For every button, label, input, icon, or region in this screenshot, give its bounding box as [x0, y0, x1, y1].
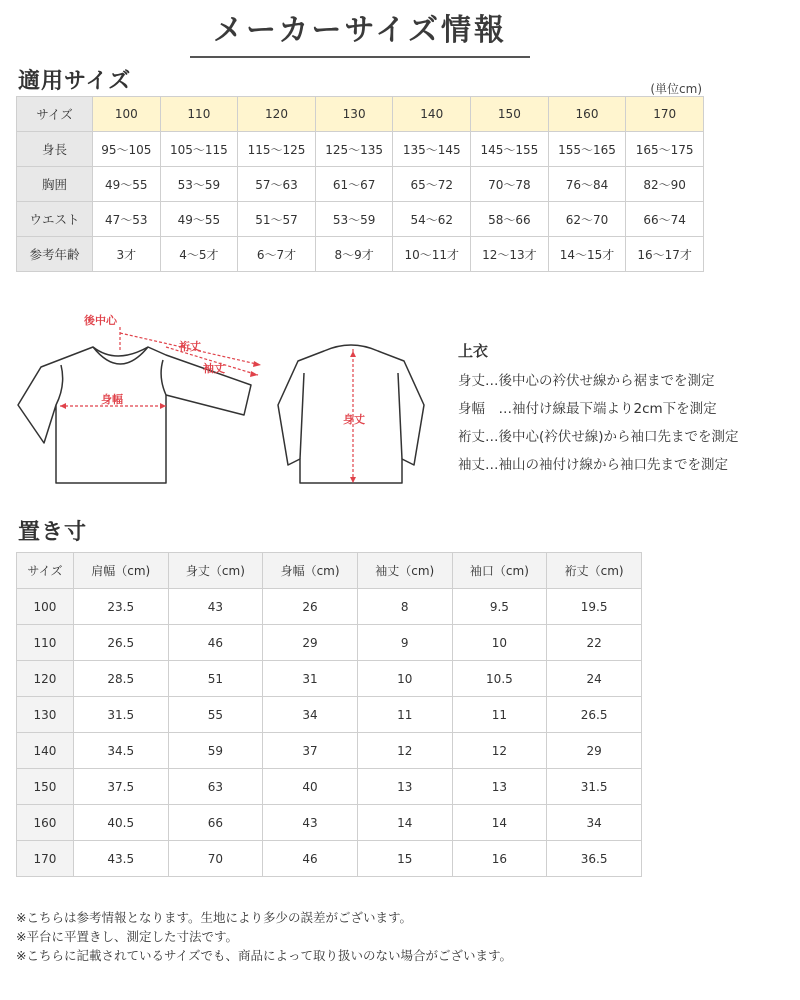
row-size-label: 110 [17, 625, 74, 661]
table-cell: 43 [263, 805, 358, 841]
table-cell: 16 [452, 841, 547, 877]
table-cell: 165〜175 [626, 132, 704, 167]
table-cell: 53〜59 [315, 202, 393, 237]
table-cell: 65〜72 [393, 167, 471, 202]
table-cell: 24 [547, 661, 642, 697]
table-cell: 115〜125 [238, 132, 316, 167]
measurement-info [458, 340, 788, 479]
column-header: 身幅（cm) [263, 553, 358, 589]
table-row [17, 167, 704, 202]
label-length: 身丈 [343, 413, 365, 426]
table-cell: 51 [168, 661, 263, 697]
table-cell: 12〜13才 [471, 237, 549, 272]
column-header: 裄丈（cm) [547, 553, 642, 589]
info-line-width: 身幅 …袖付け線最下端より2cm下を測定 [458, 401, 717, 417]
table-cell: 31.5 [73, 697, 168, 733]
fit-size-120: 120 [238, 97, 316, 132]
table-cell: 9.5 [452, 589, 547, 625]
table-cell: 10.5 [452, 661, 547, 697]
table-cell: 34 [263, 697, 358, 733]
table-row [17, 202, 704, 237]
table-cell: 49〜55 [160, 202, 238, 237]
table-cell: 13 [357, 769, 452, 805]
table-cell: 43.5 [73, 841, 168, 877]
note-3: ※こちらに記載されているサイズでも、商品によって取り扱いのない場合がございます。 [16, 948, 512, 963]
row-size-label: 160 [17, 805, 74, 841]
table-cell: 14〜15才 [548, 237, 626, 272]
table-cell: 95〜105 [93, 132, 161, 167]
table-cell: 66 [168, 805, 263, 841]
table-cell: 40.5 [73, 805, 168, 841]
table-cell: 22 [547, 625, 642, 661]
table-cell: 19.5 [547, 589, 642, 625]
note-2: ※平台に平置きし、測定した寸法です。 [16, 929, 238, 944]
table-cell: 53〜59 [160, 167, 238, 202]
table-cell: 26.5 [73, 625, 168, 661]
table-row [17, 805, 642, 841]
table-row [17, 589, 642, 625]
table-cell: 6〜7才 [238, 237, 316, 272]
fit-size-130: 130 [315, 97, 393, 132]
table-cell: 26 [263, 589, 358, 625]
notes [16, 908, 786, 965]
fit-header-row [17, 97, 704, 132]
table-cell: 36.5 [547, 841, 642, 877]
label-sleeve: 袖丈 [203, 362, 225, 375]
fit-row-label: 参考年齢 [17, 237, 93, 272]
table-cell: 49〜55 [93, 167, 161, 202]
row-size-label: 130 [17, 697, 74, 733]
label-back-center: 後中心 [84, 314, 117, 327]
table-row [17, 841, 642, 877]
table-cell: 62〜70 [548, 202, 626, 237]
table-cell: 37 [263, 733, 358, 769]
label-width: 身幅 [101, 393, 123, 406]
fit-size-140: 140 [393, 97, 471, 132]
table-cell: 29 [547, 733, 642, 769]
column-header: 袖口（cm) [452, 553, 547, 589]
table-cell: 125〜135 [315, 132, 393, 167]
fit-size-170: 170 [626, 97, 704, 132]
table-row [17, 661, 642, 697]
table-cell: 29 [263, 625, 358, 661]
garment-diagram [16, 305, 436, 495]
fit-row-label: ウエスト [17, 202, 93, 237]
row-size-label: 120 [17, 661, 74, 697]
table-cell: 70〜78 [471, 167, 549, 202]
fit-size-160: 160 [548, 97, 626, 132]
table-cell: 13 [452, 769, 547, 805]
table-cell: 11 [357, 697, 452, 733]
table-cell: 54〜62 [393, 202, 471, 237]
table-cell: 145〜155 [471, 132, 549, 167]
table-cell: 76〜84 [548, 167, 626, 202]
info-title: 上衣 [458, 342, 489, 360]
table-cell: 14 [452, 805, 547, 841]
table-cell: 10〜11才 [393, 237, 471, 272]
row-size-label: 100 [17, 589, 74, 625]
table-cell: 31 [263, 661, 358, 697]
table-cell: 59 [168, 733, 263, 769]
fit-row-label: 身長 [17, 132, 93, 167]
fit-row-label: 胸囲 [17, 167, 93, 202]
table-row [17, 625, 642, 661]
table-cell: 26.5 [547, 697, 642, 733]
info-line-sleeve: 袖丈…袖山の袖付け線から袖口先までを測定 [458, 457, 728, 473]
table-row [17, 697, 642, 733]
table-cell: 14 [357, 805, 452, 841]
table-cell: 55 [168, 697, 263, 733]
fit-size-100: 100 [93, 97, 161, 132]
table-cell: 11 [452, 697, 547, 733]
table-cell: 37.5 [73, 769, 168, 805]
table-cell: 155〜165 [548, 132, 626, 167]
table-row [17, 769, 642, 805]
table-cell: 9 [357, 625, 452, 661]
column-header: 肩幅（cm) [73, 553, 168, 589]
table-cell: 10 [357, 661, 452, 697]
table-row [17, 733, 642, 769]
table-cell: 47〜53 [93, 202, 161, 237]
row-size-label: 140 [17, 733, 74, 769]
table-cell: 61〜67 [315, 167, 393, 202]
table-cell: 46 [168, 625, 263, 661]
table-cell: 57〜63 [238, 167, 316, 202]
table-cell: 31.5 [547, 769, 642, 805]
table-cell: 8 [357, 589, 452, 625]
table-cell: 46 [263, 841, 358, 877]
table-cell: 15 [357, 841, 452, 877]
unit-label: (単位cm) [650, 82, 702, 96]
table-cell: 12 [452, 733, 547, 769]
page-title: メーカーサイズ情報 [190, 8, 530, 58]
info-line-length: 身丈…後中心の衿伏せ線から裾までを測定 [458, 373, 715, 389]
table-cell: 10 [452, 625, 547, 661]
fit-size-label: サイズ [17, 97, 93, 132]
table-cell: 63 [168, 769, 263, 805]
table-cell: 105〜115 [160, 132, 238, 167]
table-cell: 70 [168, 841, 263, 877]
label-yuki: 裄丈 [179, 340, 201, 353]
layflat-header-row [17, 553, 642, 589]
table-cell: 58〜66 [471, 202, 549, 237]
table-cell: 34 [547, 805, 642, 841]
table-cell: 135〜145 [393, 132, 471, 167]
table-cell: 8〜9才 [315, 237, 393, 272]
table-row [17, 237, 704, 272]
table-row [17, 132, 704, 167]
column-header: サイズ [17, 553, 74, 589]
layflat-heading: 置き寸 [18, 520, 88, 545]
table-cell: 28.5 [73, 661, 168, 697]
note-1: ※こちらは参考情報となります。生地により多少の誤差がございます。 [16, 910, 412, 925]
table-cell: 51〜57 [238, 202, 316, 237]
column-header: 袖丈（cm) [357, 553, 452, 589]
table-cell: 66〜74 [626, 202, 704, 237]
table-cell: 82〜90 [626, 167, 704, 202]
table-cell: 3才 [93, 237, 161, 272]
info-line-yuki: 裄丈…後中心(衿伏せ線)から袖口先までを測定 [458, 429, 739, 445]
fit-size-110: 110 [160, 97, 238, 132]
row-size-label: 150 [17, 769, 74, 805]
table-cell: 23.5 [73, 589, 168, 625]
table-cell: 40 [263, 769, 358, 805]
column-header: 身丈（cm) [168, 553, 263, 589]
fit-size-heading: 適用サイズ [18, 69, 132, 94]
layflat-size-table [16, 552, 642, 877]
fit-size-150: 150 [471, 97, 549, 132]
fit-size-table [16, 96, 704, 272]
table-cell: 12 [357, 733, 452, 769]
table-cell: 16〜17才 [626, 237, 704, 272]
row-size-label: 170 [17, 841, 74, 877]
table-cell: 4〜5才 [160, 237, 238, 272]
table-cell: 34.5 [73, 733, 168, 769]
table-cell: 43 [168, 589, 263, 625]
